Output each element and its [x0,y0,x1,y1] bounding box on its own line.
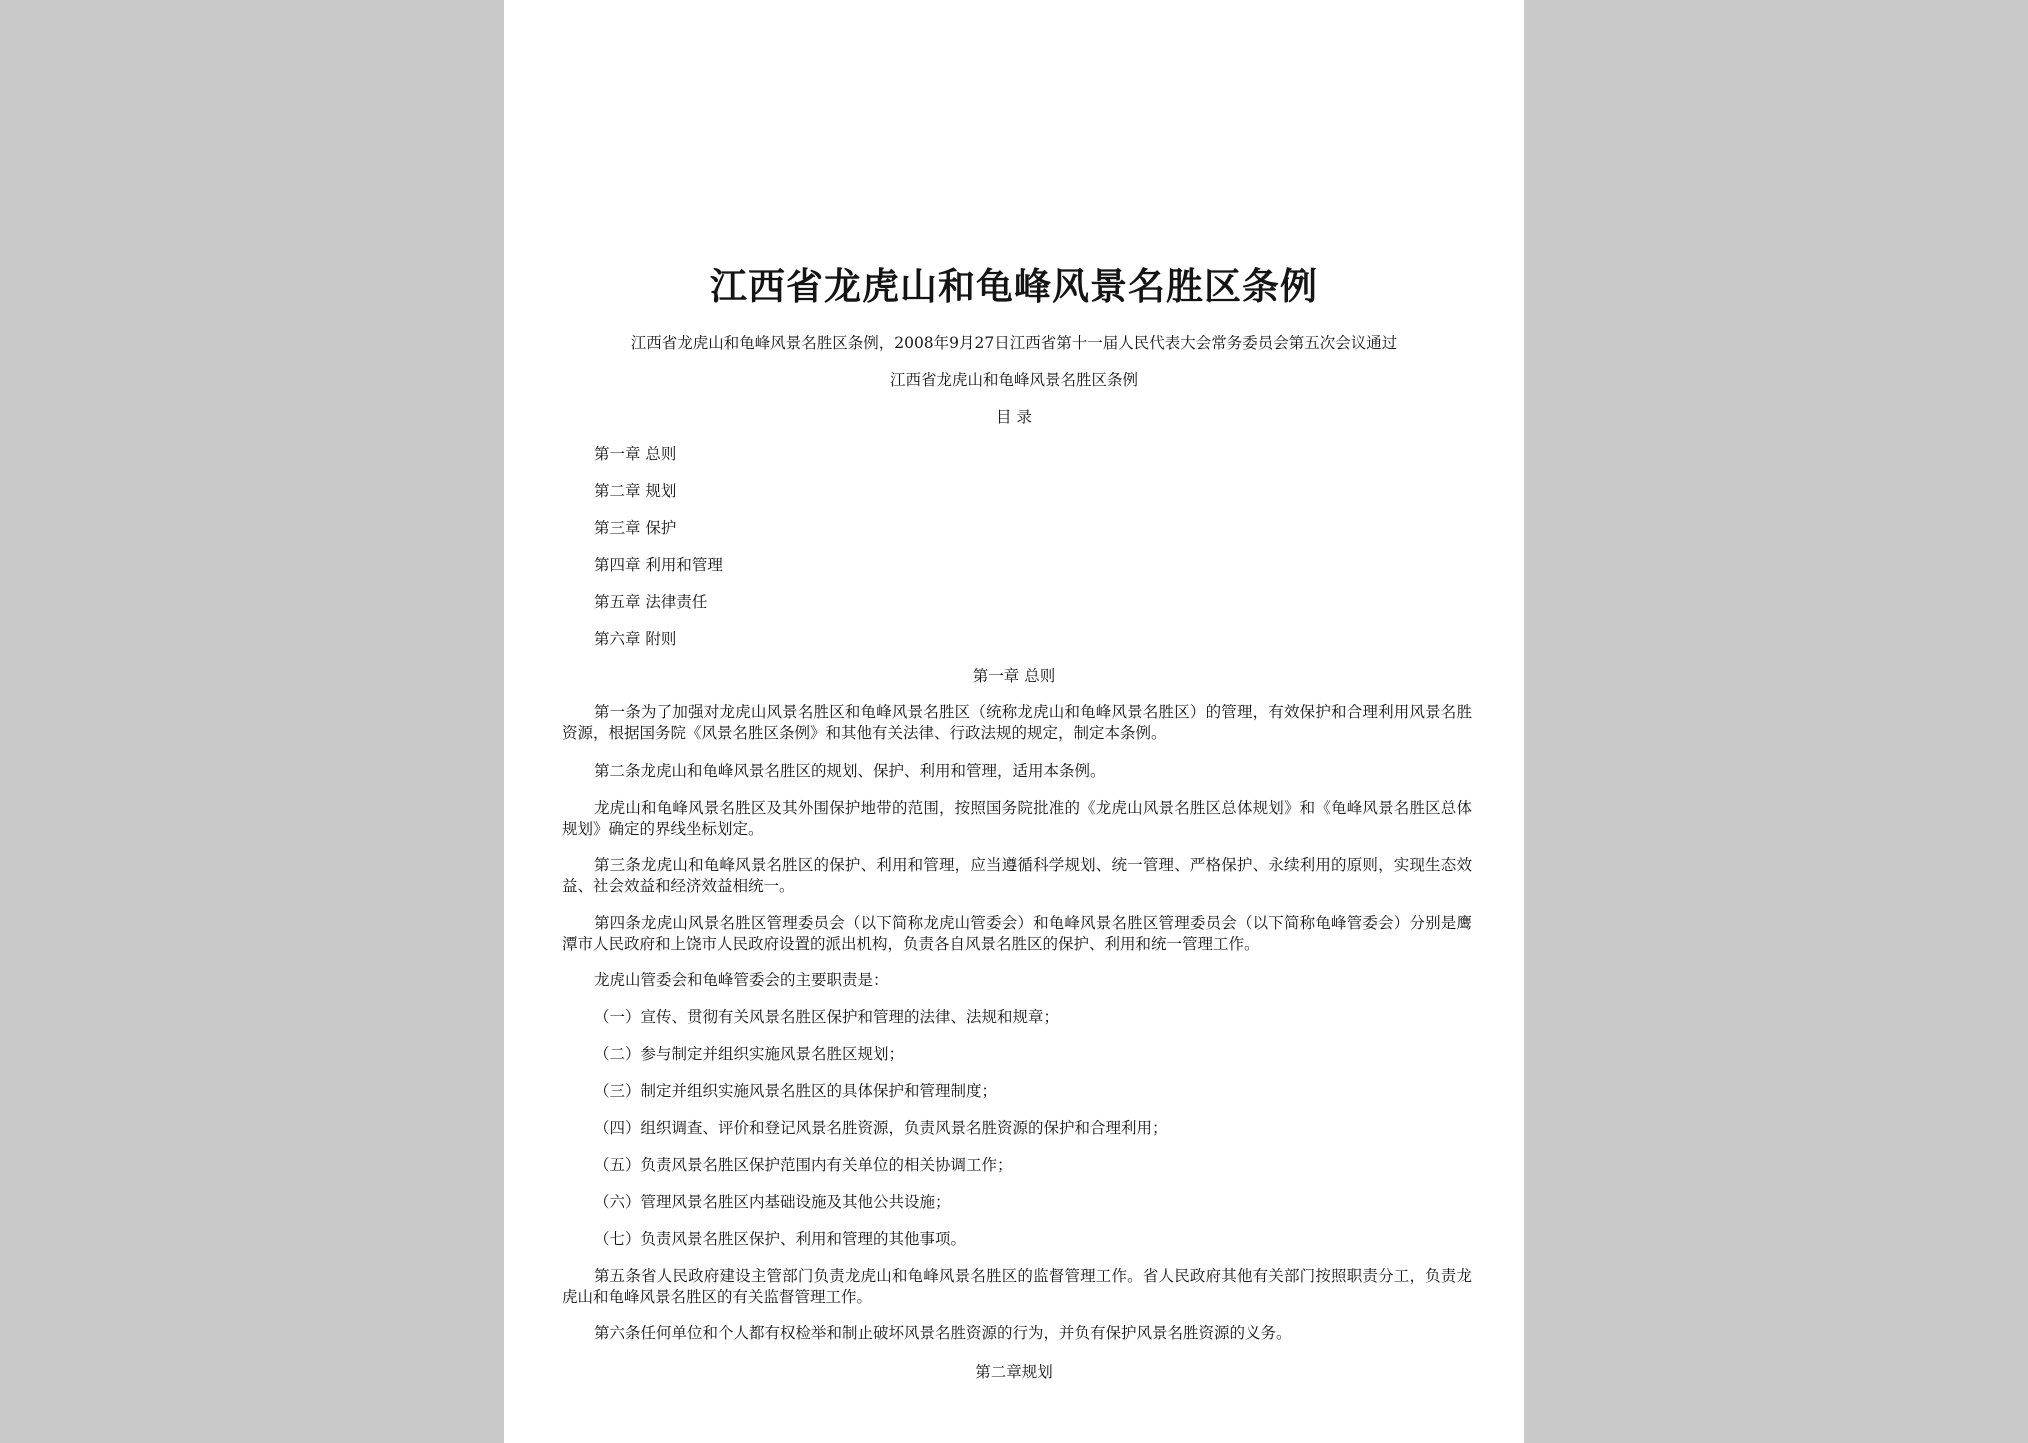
paragraph: 第三条龙虎山和龟峰风景名胜区的保护、利用和管理，应当遵循科学规划、统一管理、严格保护、永续利用的原则，实现生态效益、社会效益和经济效益相统一。 [562,856,1472,895]
document-subtitle: 江西省龙虎山和龟峰风景名胜区条例 [889,371,1138,389]
document-page [504,0,1524,1443]
paragraph: 第二条龙虎山和龟峰风景名胜区的规划、保护、利用和管理，适用本条例。 [594,762,1106,780]
paragraph: 第六条任何单位和个人都有权检举和制止破坏风景名胜资源的行为，并负有保护风景名胜资源的义务。 [594,1324,1292,1342]
adoption-note: 江西省龙虎山和龟峰风景名胜区条例，2008年9月27日江西省第十一届人民代表大会常务委员会第五次会议通过 [630,334,1398,352]
list-item: （二）参与制定并组织实施风景名胜区规划； [594,1045,905,1063]
paragraph: 第五条省人民政府建设主管部门负责龙虎山和龟峰风景名胜区的监督管理工作。省人民政府其他有关部门按照职责分工，负责龙虎山和龟峰风景名胜区的有关监督管理工作。 [562,1267,1472,1306]
paragraph: 龙虎山管委会和龟峰管委会的主要职责是： [594,971,889,989]
toc-item: 第六章 附则 [594,630,677,648]
paragraph: 第四条龙虎山风景名胜区管理委员会（以下简称龙虎山管委会）和龟峰风景名胜区管理委员会（以下简称龟峰管委会）分别是鹰潭市人民政府和上饶市人民政府设置的派出机构，负责各自风景名胜区的保护、利用和统一管理工作。 [562,914,1472,953]
list-item: （五）负责风景名胜区保护范围内有关单位的相关协调工作； [594,1156,1013,1174]
toc-item: 第四章 利用和管理 [594,556,723,574]
paragraph: 龙虎山和龟峰风景名胜区及其外围保护地带的范围，按照国务院批准的《龙虎山风景名胜区总体规划》和《龟峰风景名胜区总体规划》确定的界线坐标划定。 [562,799,1472,838]
paragraph: 第一条为了加强对龙虎山风景名胜区和龟峰风景名胜区（统称龙虎山和龟峰风景名胜区）的管理，有效保护和合理利用风景名胜资源，根据国务院《风景名胜区条例》和其他有关法律、行政法规的规定，制定本条例。 [562,703,1472,742]
toc-item: 第三章 保护 [594,519,677,537]
toc-item: 第二章 规划 [594,482,677,500]
toc-heading: 目 录 [996,408,1032,426]
toc-item: 第一章 总则 [594,445,677,463]
list-item: （六）管理风景名胜区内基础设施及其他公共设施； [594,1193,951,1211]
list-item: （七）负责风景名胜区保护、利用和管理的其他事项。 [594,1230,967,1248]
toc-item: 第五章 法律责任 [594,593,708,611]
list-item: （四）组织调查、评价和登记风景名胜资源，负责风景名胜资源的保护和合理利用； [594,1119,1168,1137]
document-title: 江西省龙虎山和龟峰风景名胜区条例 [710,264,1318,308]
list-item: （三）制定并组织实施风景名胜区的具体保护和管理制度； [594,1082,998,1100]
chapter-heading: 第一章 总则 [972,667,1056,685]
list-item: （一）宣传、贯彻有关风景名胜区保护和管理的法律、法规和规章； [594,1008,1060,1026]
chapter-heading: 第二章规划 [975,1363,1053,1381]
